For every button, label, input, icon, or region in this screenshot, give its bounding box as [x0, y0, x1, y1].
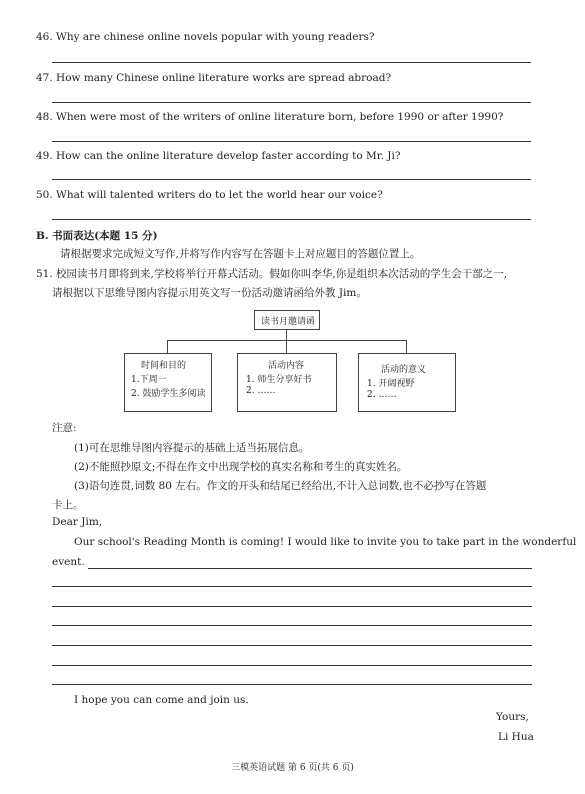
mindmap-branch-activities [237, 353, 337, 412]
connector-left [167, 340, 168, 353]
letter-salutation: Dear Jim, [52, 516, 103, 528]
branch-title: 活动的意义 [381, 365, 427, 375]
mindmap-branch-significance [358, 353, 456, 412]
question-49: 49. How can the online literature develop faster according to Mr. Ji? [36, 150, 401, 162]
writing-line-1[interactable] [88, 568, 532, 569]
mindmap-root-box [254, 310, 320, 330]
writing-line-5[interactable] [52, 645, 532, 646]
writing-line-7[interactable] [52, 684, 532, 685]
answer-line-49[interactable] [52, 179, 531, 180]
connector-middle [286, 340, 287, 353]
branch-item: 2. …… [246, 386, 276, 396]
answer-line-47[interactable] [52, 102, 531, 103]
notes-heading: 注意: [52, 422, 77, 434]
writing-line-6[interactable] [52, 665, 532, 666]
mindmap-branch-time-purpose [124, 353, 212, 412]
prompt-line-2: 请根据以下思维导图内容提示用英文写一份活动邀请函给外教 Jim。 [52, 287, 367, 299]
answer-line-46[interactable] [52, 62, 531, 63]
connector-right [406, 340, 407, 353]
writing-line-3[interactable] [52, 606, 532, 607]
question-50: 50. What will talented writers do to let the world hear our voice? [36, 189, 383, 201]
section-b-instruction: 请根据要求完成短文写作,并将写作内容写在答题卡上对应题目的答题位置上。 [60, 248, 421, 260]
note-1: (1)可在思维导图内容提示的基础上适当拓展信息。 [74, 442, 310, 454]
branch-title: 活动内容 [268, 361, 305, 371]
connector-root [286, 329, 287, 340]
letter-closing: I hope you can come and join us. [74, 694, 249, 706]
branch-item: 2. …… [367, 390, 397, 400]
note-3b: 卡上。 [52, 499, 84, 511]
answer-line-50[interactable] [52, 219, 531, 220]
mindmap-root-label: 读书月邀请函 [261, 317, 316, 327]
note-2: (2)不能照抄原文;不得在作文中出现学校的真实名称和考生的真实姓名。 [74, 461, 408, 473]
branch-item: 2. 鼓励学生多阅读 [131, 389, 206, 399]
page-footer: 三模英语试题 第 6 页(共 6 页) [231, 763, 354, 773]
branch-item: 1.下周一 [131, 375, 167, 385]
prompt-line-1: 51. 校园读书月即将到来,学校将举行开幕式活动。假如你叫李华,你是组织本次活动的学生会干部之一, [36, 268, 508, 280]
letter-signature: Li Hua [498, 731, 534, 743]
letter-signoff: Yours, [496, 711, 529, 723]
question-47: 47. How many Chinese online literature works are spread abroad? [36, 72, 392, 84]
note-3a: (3)语句连贯,词数 80 左右。作文的开头和结尾已经给出,不计入总词数,也不必抄写在答题 [74, 480, 487, 492]
branch-title: 时间和目的 [141, 361, 187, 371]
letter-opening-a: Our school's Reading Month is coming! I would like to invite you to take part in the wonderful [74, 536, 577, 548]
writing-line-4[interactable] [52, 625, 532, 626]
letter-opening-b: event. [52, 556, 85, 568]
answer-line-48[interactable] [52, 141, 531, 142]
section-b-title: B. 书面表达(本题 15 分) [36, 230, 158, 242]
question-46: 46. Why are chinese online novels popular with young readers? [36, 31, 375, 43]
branch-item: 1. 开阔视野 [367, 379, 415, 389]
branch-item: 1. 师生分享好书 [246, 375, 312, 385]
question-48: 48. When were most of the writers of online literature born, before 1990 or after 1990? [36, 111, 504, 123]
writing-line-2[interactable] [52, 586, 532, 587]
